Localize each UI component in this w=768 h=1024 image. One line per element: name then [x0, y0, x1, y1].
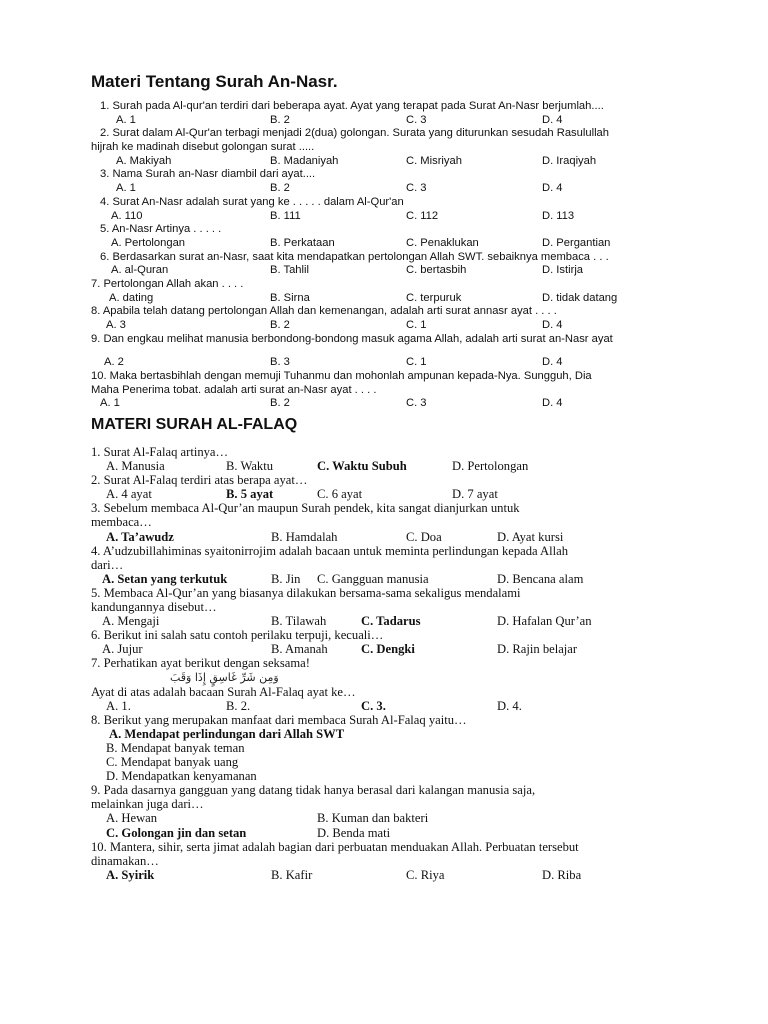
option-d: D. Benda mati — [317, 825, 391, 840]
option-d: D. Rajin belajar — [497, 642, 578, 657]
option-c: C. Penaklukan — [406, 236, 479, 249]
question-line: kandungannya disebut… — [91, 600, 217, 615]
option-b: B. Sirna — [270, 291, 310, 304]
options-row — [0, 292, 768, 306]
option-b: B. 3 — [270, 356, 290, 369]
question-line: 1. Surah pada Al-qur'an terdiri dari beberapa ayat. Ayat yang terapat pada Surat An-Nasr berjumlah.... — [100, 100, 604, 112]
option-b: B. 111 — [270, 209, 301, 222]
options-row — [0, 264, 768, 278]
option-c: C. 112 — [406, 209, 439, 222]
question-line: 8. Berikut yang merupakan manfaat dari membaca Surah Al-Falaq yaitu… — [91, 712, 467, 727]
option-b: B. Hamdalah — [271, 529, 338, 544]
question-line: 2. Surat dalam Al-Qur'an terbagi menjadi 2(dua) golongan. Surata yang diturunkan sesudah Rasulullah — [100, 127, 609, 140]
question-line: 2. Surat Al-Falaq terdiri atas berapa ayat… — [91, 473, 308, 488]
options-row — [0, 530, 768, 544]
options-row — [0, 182, 768, 196]
option-d: D. tidak datang — [542, 291, 618, 304]
option-a-answer: A. Syirik — [106, 867, 155, 882]
option-b: B. 2 — [270, 397, 290, 410]
option-c-answer: C. Waktu Subuh — [317, 459, 407, 474]
options-row — [0, 155, 768, 169]
option-a: A. Hewan — [106, 811, 158, 826]
option-c: C. 3 — [406, 397, 427, 410]
option-c: C. 3 — [406, 113, 427, 126]
question-line: 6. Berikut ini salah satu contoh perilaku terpuji, kecuali… — [91, 628, 384, 643]
options-row — [0, 769, 768, 783]
option-a: A. 1. — [106, 698, 131, 713]
option-b: B. Jin — [271, 571, 301, 586]
option-b: B. Tahlil — [270, 264, 309, 277]
option-a: A. Pertolongan — [111, 236, 186, 249]
option-a: A. 4 ayat — [106, 487, 152, 502]
options-row — [0, 237, 768, 251]
options-row — [0, 459, 768, 473]
question-line: dari… — [91, 557, 124, 572]
option-d: D. Mendapatkan kenyamanan — [106, 769, 257, 784]
option-a: A. 1 — [116, 113, 136, 126]
question-line: membaca… — [91, 515, 152, 530]
option-c: C. Gangguan manusia — [317, 571, 429, 586]
question-line: 3. Nama Surah an-Nasr diambil dari ayat.... — [100, 168, 316, 181]
arabic-verse-line — [0, 671, 768, 685]
options-row — [0, 755, 768, 769]
option-b: B. Kuman dan bakteri — [317, 811, 429, 826]
option-b-answer: B. 5 ayat — [226, 487, 274, 502]
options-row — [0, 826, 768, 840]
question-line: 4. Surat An-Nasr adalah surat yang ke . . . . . dalam Al-Qur'an — [100, 195, 404, 208]
option-d: D. 4 — [542, 356, 563, 369]
question-line: Maha Penerima tobat. adalah arti surat an-Nasr ayat . . . . — [91, 383, 377, 396]
option-a: A. Makiyah — [116, 154, 172, 167]
question-line: 1. Surat Al-Falaq artinya… — [91, 445, 229, 459]
option-c: C. Misriyah — [406, 154, 462, 167]
question-line: 9. Dan engkau melihat manusia berbondong-bondong masuk agama Allah, adalah arti surat an-Nasr ayat — [91, 332, 613, 345]
option-d: D. Hafalan Qur’an — [497, 614, 592, 629]
option-c: C. Riya — [406, 867, 445, 882]
section-title-an-nasr: Materi Tentang Surah An-Nasr. — [91, 72, 338, 91]
option-c-answer: C. Tadarus — [361, 614, 421, 629]
option-d: D. 4 — [542, 113, 563, 126]
option-d: D. Pergantian — [542, 236, 611, 249]
option-a-answer: A. Setan yang terkutuk — [102, 571, 228, 586]
options-row — [0, 319, 768, 333]
option-a: A. 3 — [106, 319, 126, 331]
section-title-al-falaq: MATERI SURAH AL-FALAQ — [91, 416, 298, 433]
option-c: C. 1 — [406, 356, 427, 369]
question-line: Ayat di atas adalah bacaan Surah Al-Falaq ayat ke… — [91, 684, 356, 699]
option-a: A. Jujur — [102, 642, 143, 657]
option-b: B. Perkataan — [270, 236, 335, 249]
option-a-answer: A. Ta’awudz — [106, 529, 174, 544]
options-row — [0, 114, 768, 128]
option-d: D. Iraqiyah — [542, 154, 597, 167]
option-b: B. Mendapat banyak teman — [106, 740, 245, 755]
question-line: 10. Maka bertasbihlah dengan memuji Tuhanmu dan mohonlah ampunan kepada-Nya. Sungguh, Dia — [91, 370, 592, 383]
option-a: A. 1 — [100, 397, 120, 410]
option-c: C. Mendapat banyak uang — [106, 755, 239, 770]
option-a: A. 1 — [116, 182, 136, 195]
question-line: 7. Pertolongan Allah akan . . . . — [91, 277, 244, 290]
an-nasr-questions — [0, 100, 768, 411]
option-a-answer: A. Mendapat perlindungan dari Allah SWT — [109, 726, 345, 741]
question-line: 9. Pada dasarnya gangguan yang datang tidak hanya berasal dari kalangan manusia saja, — [91, 783, 536, 798]
options-row — [0, 741, 768, 755]
options-row — [0, 699, 768, 713]
option-a: A. Mengaji — [102, 614, 160, 629]
question-line: 3. Sebelum membaca Al-Qur’an maupun Surah pendek, kita sangat dianjurkan untuk — [91, 501, 520, 516]
option-d: D. 7 ayat — [452, 487, 498, 502]
option-c-answer: C. 3. — [361, 698, 386, 713]
al-falaq-questions — [0, 445, 768, 882]
option-b: B. 2 — [270, 113, 290, 126]
option-c: C. 6 ayat — [317, 487, 363, 502]
option-c-answer: C. Dengki — [361, 642, 415, 657]
option-d: D. Bencana alam — [497, 571, 584, 586]
option-c-answer: C. Golongan jin dan setan — [106, 825, 247, 840]
question-line: 10. Mantera, sihir, serta jimat adalah bagian dari perbuatan menduakan Allah. Perbuatan tersebut — [91, 839, 579, 854]
question-line: dinamakan… — [91, 853, 159, 868]
option-d: D. Istirja — [542, 264, 584, 277]
option-d: D. 4. — [497, 698, 522, 713]
option-d: D. 4 — [542, 397, 563, 410]
question-line: 5. An-Nasr Artinya . . . . . — [100, 223, 222, 236]
question-line: 4. A’udzubillahiminas syaitonirrojim adalah bacaan untuk meminta perlindungan kepada Allah — [91, 543, 569, 558]
question-line: 8. Apabila telah datang pertolongan Allah dan kemenangan, adalah arti surat annasr ayat . . . . — [91, 305, 557, 318]
options-row — [0, 811, 768, 825]
arabic-verse: وَمِن شَرِّ غَاسِقٍ إِذَا وَقَبَ — [170, 670, 279, 684]
options-row — [0, 487, 768, 501]
options-row — [0, 727, 768, 741]
option-c: C. terpuruk — [406, 291, 462, 304]
option-c: C. Doa — [406, 529, 442, 544]
option-b: B. Waktu — [226, 459, 274, 474]
option-d: D. 4 — [542, 319, 563, 331]
option-a: A. 110 — [111, 209, 143, 222]
option-b: B. 2. — [226, 698, 251, 713]
question-line: 6. Berdasarkan surat an-Nasr, saat kita mendapatkan pertolongan Allah SWT. sebaiknya membaca . . . — [100, 250, 609, 263]
option-a: A. dating — [109, 291, 154, 304]
option-b: B. Madaniyah — [270, 154, 339, 167]
option-b: B. Amanah — [271, 642, 328, 657]
option-d: D. 4 — [542, 182, 563, 195]
option-a: A. al-Quran — [111, 264, 169, 277]
option-c: C. 3 — [406, 182, 427, 195]
option-b: B. Tilawah — [271, 614, 327, 629]
question-line: melainkan juga dari… — [91, 797, 204, 812]
option-a: A. 2 — [104, 356, 124, 369]
option-d: D. Ayat kursi — [497, 529, 564, 544]
options-row — [0, 614, 768, 628]
option-c: C. bertasbih — [406, 264, 467, 277]
options-row — [0, 572, 768, 586]
question-line: 5. Membaca Al-Qur’an yang biasanya dilakukan bersama-sama sekaligus mendalami — [91, 585, 521, 600]
option-b: B. Kafir — [271, 867, 313, 882]
question-line: hijrah ke madinah disebut golongan surat ..... — [91, 141, 315, 154]
options-row — [0, 642, 768, 656]
options-row — [0, 210, 768, 224]
options-row — [0, 356, 768, 370]
options-row — [0, 868, 768, 882]
option-b: B. 2 — [270, 319, 290, 331]
option-d: D. Pertolongan — [452, 459, 529, 474]
option-d: D. Riba — [542, 867, 582, 882]
question-line: 7. Perhatikan ayat berikut dengan seksama! — [91, 656, 310, 671]
option-d: D. 113 — [542, 209, 575, 222]
option-a: A. Manusia — [106, 459, 165, 474]
option-b: B. 2 — [270, 182, 290, 195]
options-row — [0, 397, 768, 411]
option-c: C. 1 — [406, 319, 427, 331]
